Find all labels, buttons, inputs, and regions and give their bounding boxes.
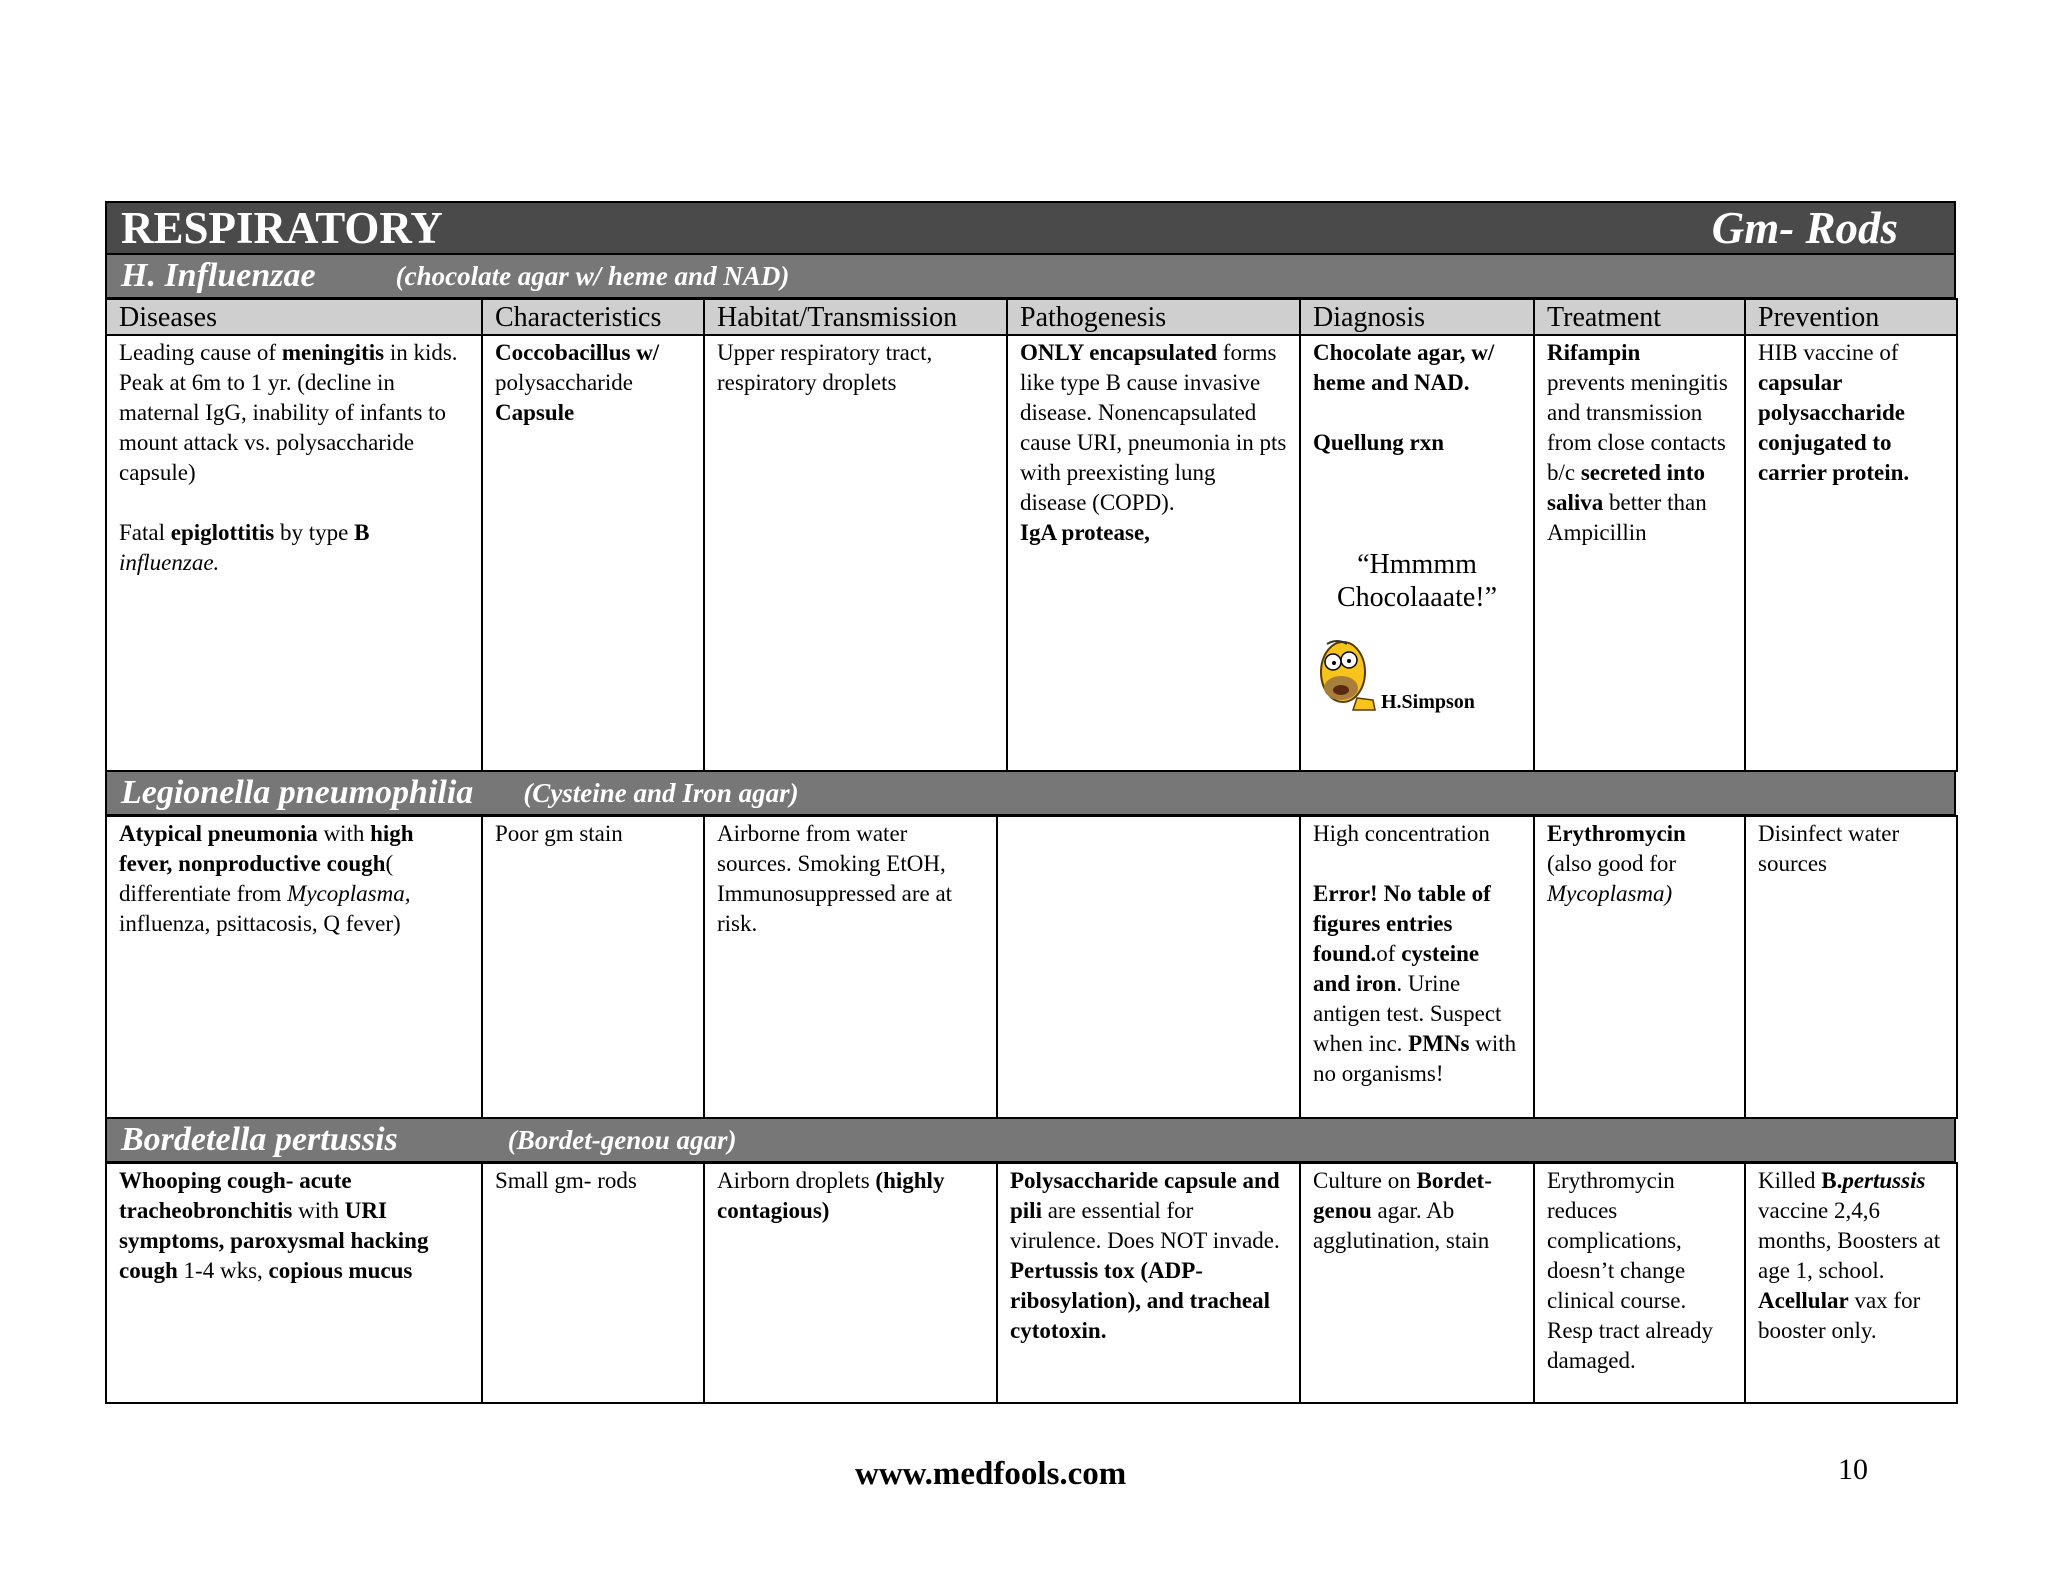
legionella-table <box>105 815 1958 1119</box>
cell-diagnosis: High concentration Error! No table of figures entries found.of cysteine and iron. Urine antigen test. Suspect when inc. PMNs with no organisms! <box>1300 816 1534 1118</box>
footer-url: www.medfools.com <box>855 1456 1127 1492</box>
quote-text: “Hmmmm Chocolaaate!” <box>1336 549 1498 613</box>
cell-diseases: Leading cause of meningitis in kids. Peak at 6m to 1 yr. (decline in maternal IgG, inability of infants to mount attack vs. polysaccharide capsule) Fatal epiglottitis by type B influenzae. <box>106 335 482 771</box>
section-header-legionella <box>105 772 1956 815</box>
cell-habitat: Airborne from water sources. Smoking EtOH, Immunosuppressed are at risk. <box>704 816 997 1118</box>
cell-pathogenesis: Polysaccharide capsule and pili are essential for virulence. Does NOT invade. Pertussis tox (ADP-ribosylation), and tracheal cytotoxin. <box>997 1163 1300 1403</box>
homer-face-icon <box>1313 638 1379 712</box>
culture-note: (Bordet-genou agar) <box>507 1124 737 1155</box>
cell-characteristics: Coccobacillus w/ polysaccharide Capsule <box>482 335 704 771</box>
cell-treatment: Erythromycin (also good for Mycoplasma) <box>1534 816 1745 1118</box>
organism-name: Legionella pneumophilia <box>121 774 474 811</box>
organism-name: H. Influenzae <box>121 257 316 294</box>
page-number: 10 <box>1838 1453 1868 1486</box>
title-bar <box>105 201 1956 255</box>
col-header-diagnosis: Diagnosis <box>1300 299 1534 335</box>
h-influenzae-table <box>105 298 1958 772</box>
cell-treatment: Erythromycin reduces complications, doesn’t change clinical course. Resp tract already damaged. <box>1534 1163 1745 1403</box>
cell-prevention: Disinfect water sources <box>1745 816 1957 1118</box>
organism-name: Bordetella pertussis <box>121 1121 398 1158</box>
col-header-treatment: Treatment <box>1534 299 1745 335</box>
bordetella-table <box>105 1162 1958 1404</box>
cell-diseases: Atypical pneumonia with high fever, nonproductive cough( differentiate from Mycoplasma, influenza, psittacosis, Q fever) <box>106 816 482 1118</box>
culture-note: (chocolate agar w/ heme and NAD) <box>395 260 790 291</box>
cell-pathogenesis: ONLY encapsulated forms like type B cause invasive disease. Nonencapsulated cause URI, pneumonia in pts with preexisting lung disease (COPD). IgA protease, <box>1007 335 1300 771</box>
signature-label: H.Simpson <box>1381 691 1475 713</box>
table-row <box>106 1163 1957 1403</box>
cell-characteristics: Small gm- rods <box>482 1163 704 1403</box>
cell-diagnosis: Chocolate agar, w/ heme and NAD. Quellung rxn “Hmmmm Chocolaaate!” H.Simpson <box>1300 335 1534 771</box>
col-header-habitat: Habitat/Transmission <box>704 299 1007 335</box>
cell-characteristics: Poor gm stain <box>482 816 704 1118</box>
col-header-pathogenesis: Pathogenesis <box>1007 299 1300 335</box>
cell-prevention: Killed B.pertussis vaccine 2,4,6 months, Boosters at age 1, school. Acellular vax for booster only. <box>1745 1163 1957 1403</box>
column-header-row <box>106 299 1957 335</box>
culture-note: (Cysteine and Iron agar) <box>523 777 799 808</box>
cell-habitat: Upper respiratory tract, respiratory droplets <box>704 335 1007 771</box>
table-row <box>106 335 1957 771</box>
category-label: Gm- Rods <box>1711 202 1898 253</box>
col-header-prevention: Prevention <box>1745 299 1957 335</box>
cell-habitat: Airborn droplets (highly contagious) <box>704 1163 997 1403</box>
cell-diseases: Whooping cough- acute tracheobronchitis with URI symptoms, paroxysmal hacking cough 1-4 wks, copious mucus <box>106 1163 482 1403</box>
cell-prevention: HIB vaccine of capsular polysaccharide conjugated to carrier protein. <box>1745 335 1957 771</box>
col-header-diseases: Diseases <box>106 299 482 335</box>
section-header-h-influenzae <box>105 255 1956 298</box>
cell-treatment: Rifampin prevents meningitis and transmission from close contacts b/c secreted into saliva better than Ampicillin <box>1534 335 1745 771</box>
respiratory-sheet <box>105 201 1956 1404</box>
homer-simpson-image <box>1313 638 1521 712</box>
cell-diagnosis: Culture on Bordet-genou agar. Ab agglutination, stain <box>1300 1163 1534 1403</box>
col-header-characteristics: Characteristics <box>482 299 704 335</box>
page-title: RESPIRATORY <box>121 202 443 253</box>
cell-pathogenesis <box>997 816 1300 1118</box>
table-row <box>106 816 1957 1118</box>
section-header-bordetella <box>105 1119 1956 1162</box>
